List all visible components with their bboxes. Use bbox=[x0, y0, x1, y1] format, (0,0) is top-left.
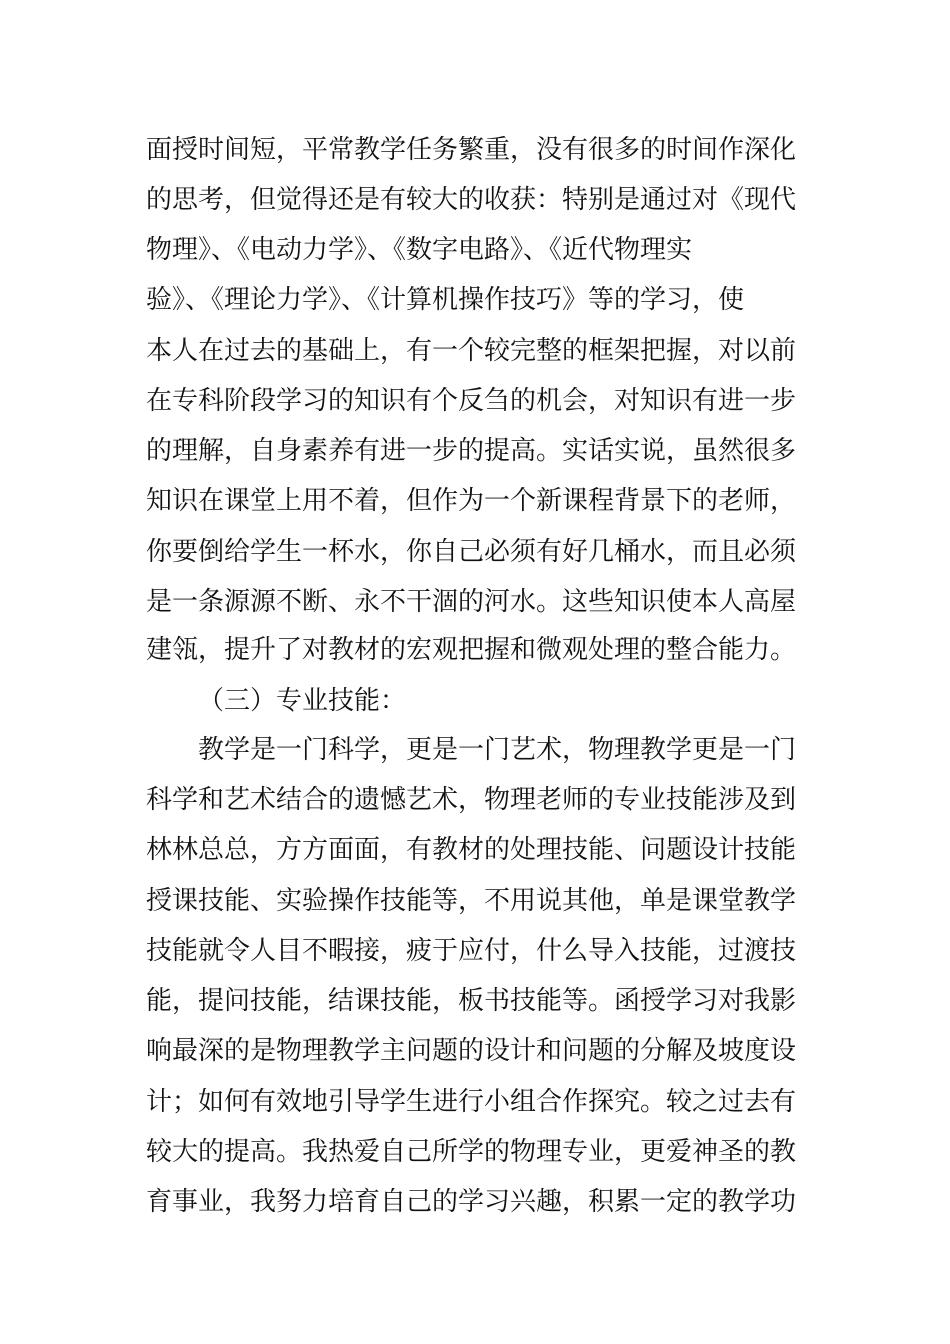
text-line: 知识在课堂上用不着，但作为一个新课程背景下的老师， bbox=[146, 486, 797, 516]
text-line: 技能就令人目不暇接，疲于应付，什么导入技能，过渡技 bbox=[146, 936, 797, 966]
text-line: 在专科阶段学习的知识有个反刍的机会，对知识有进一步 bbox=[146, 386, 797, 416]
text-line: 本人在过去的基础上，有一个较完整的框架把握，对以前 bbox=[146, 336, 797, 366]
text-line: 响最深的是物理教学主问题的设计和问题的分解及坡度设 bbox=[146, 1036, 797, 1066]
section-heading: （三）专业技能： bbox=[198, 686, 407, 716]
text-line: 计；如何有效地引导学生进行小组合作探究。较之过去有 bbox=[146, 1087, 797, 1117]
text-line: 的理解，自身素养有进一步的提高。实话实说，虽然很多 bbox=[146, 436, 797, 466]
text-line: 的思考，但觉得还是有较大的收获：特别是通过对《现代 bbox=[146, 185, 797, 215]
text-line: 面授时间短，平常教学任务繁重，没有很多的时间作深化 bbox=[146, 135, 797, 165]
text-line: 能，提问技能，结课技能，板书技能等。函授学习对我影 bbox=[146, 986, 797, 1016]
text-line: 科学和艺术结合的遗憾艺术，物理老师的专业技能涉及到 bbox=[146, 785, 797, 815]
paragraph-first-line: 教学是一门科学，更是一门艺术，物理教学更是一门 bbox=[198, 735, 797, 765]
text-line: 是一条源源不断、永不干涸的河水。这些知识使本人高屋 bbox=[146, 587, 797, 617]
text-line: 林林总总，方方面面，有教材的处理技能、问题设计技能 bbox=[146, 835, 797, 865]
text-line: 物理》、《电动力学》、《数字电路》、《近代物理实 bbox=[146, 235, 693, 265]
text-line: 授课技能、实验操作技能等，不用说其他，单是课堂教学 bbox=[146, 886, 797, 916]
text-line: 你要倒给学生一杯水，你自己必须有好几桶水，而且必须 bbox=[146, 537, 797, 567]
text-line: 建瓴，提升了对教材的宏观把握和微观处理的整合能力。 bbox=[146, 635, 797, 665]
text-line: 较大的提高。我热爱自己所学的物理专业，更爱神圣的教 bbox=[146, 1137, 797, 1167]
text-line: 验》、《理论力学》、《计算机操作技巧》等的学习，使 bbox=[146, 285, 745, 315]
text-line: 育事业，我努力培育自己的学习兴趣，积累一定的教学功 bbox=[146, 1187, 797, 1217]
